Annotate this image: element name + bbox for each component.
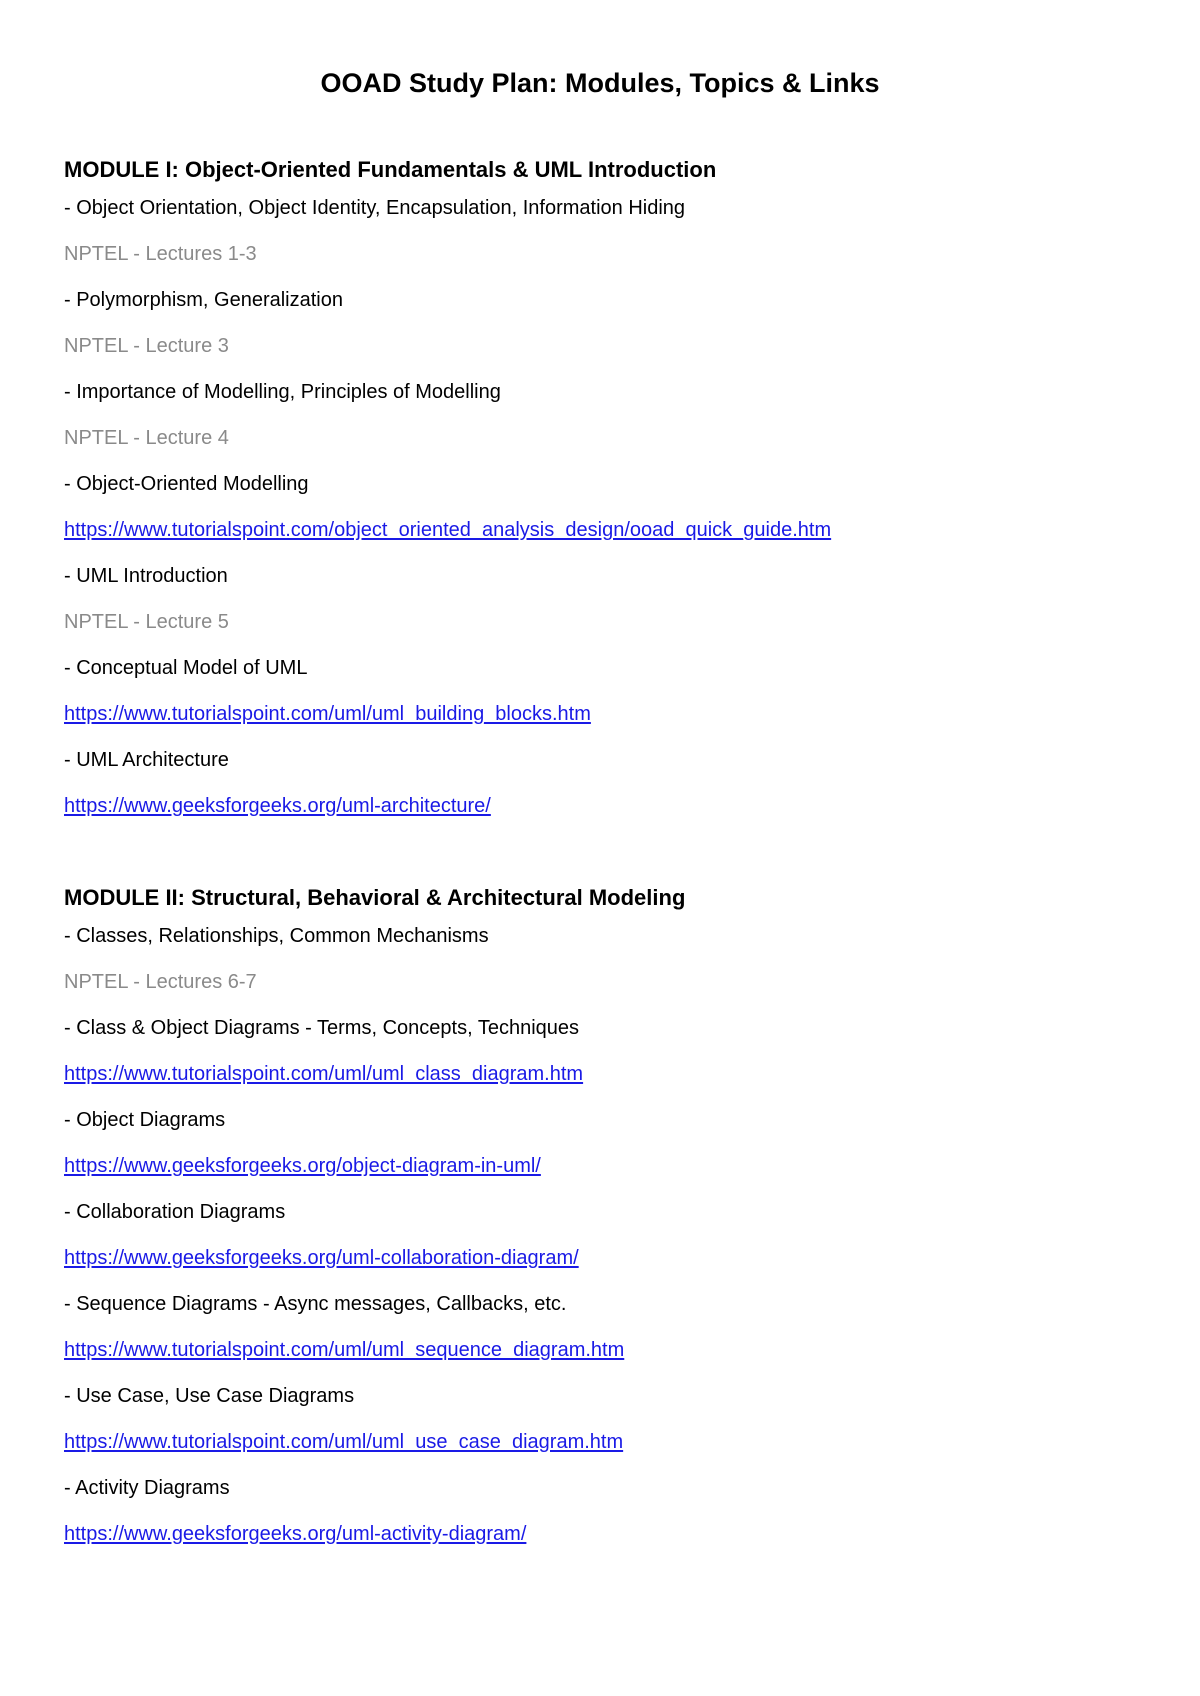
topic-text: - Collaboration Diagrams: [64, 1201, 286, 1223]
topic-list: [64, 196, 1144, 818]
topic-text: - Polymorphism, Generalization: [64, 289, 343, 311]
resource-line: [64, 334, 1144, 358]
topic-text: - Activity Diagrams: [64, 1477, 230, 1499]
lecture-reference: NPTEL - Lecture 5: [64, 611, 229, 633]
resource-link[interactable]: https://www.tutorialspoint.com/uml/uml_class_diagram.htm: [64, 1063, 584, 1085]
topic-text: - Conceptual Model of UML: [64, 657, 308, 679]
module-heading: MODULE I: Object-Oriented Fundamentals & UML Introduction: [64, 157, 717, 182]
topic-text: - Sequence Diagrams - Async messages, Callbacks, etc.: [64, 1293, 567, 1315]
topic-entry: [64, 1476, 1144, 1546]
resource-line: [64, 242, 1144, 266]
resource-line: [64, 1062, 1144, 1086]
module-heading: MODULE II: Structural, Behavioral & Architectural Modeling: [64, 885, 686, 910]
module-section: [64, 156, 1144, 840]
resource-line: [64, 1154, 1144, 1178]
lecture-reference: NPTEL - Lecture 3: [64, 335, 229, 357]
resource-line: [64, 1246, 1144, 1270]
document-title: OOAD Study Plan: Modules, Topics & Links: [320, 68, 880, 98]
resource-link[interactable]: https://www.geeksforgeeks.org/uml-architecture/: [64, 795, 491, 817]
resource-line: [64, 702, 1144, 726]
resource-link[interactable]: https://www.tutorialspoint.com/object_oriented_analysis_design/ooad_quick_guide.htm: [64, 519, 832, 541]
topic-text: - Classes, Relationships, Common Mechanisms: [64, 925, 489, 947]
topic-text: - UML Introduction: [64, 565, 228, 587]
resource-link[interactable]: https://www.geeksforgeeks.org/uml-collaboration-diagram/: [64, 1247, 579, 1269]
resource-line: [64, 1522, 1144, 1546]
topic-entry: [64, 1200, 1144, 1270]
topic-text: - Object Orientation, Object Identity, Encapsulation, Information Hiding: [64, 197, 686, 219]
topic-entry: [64, 924, 1144, 994]
resource-line: [64, 518, 1144, 542]
lecture-reference: NPTEL - Lectures 1-3: [64, 243, 257, 265]
topic-entry: [64, 656, 1144, 726]
topic-entry: [64, 1108, 1144, 1178]
module-section: [64, 884, 1144, 1568]
topic-entry: [64, 1384, 1144, 1454]
topic-text: - Object-Oriented Modelling: [64, 473, 309, 495]
resource-link[interactable]: https://www.tutorialspoint.com/uml/uml_sequence_diagram.htm: [64, 1339, 625, 1361]
topic-list: [64, 924, 1144, 1546]
resource-line: [64, 610, 1144, 634]
topic-entry: [64, 380, 1144, 450]
resource-link[interactable]: https://www.tutorialspoint.com/uml/uml_use_case_diagram.htm: [64, 1431, 624, 1453]
resource-line: [64, 970, 1144, 994]
resource-line: [64, 794, 1144, 818]
topic-entry: [64, 564, 1144, 634]
resource-link[interactable]: https://www.tutorialspoint.com/uml/uml_building_blocks.htm: [64, 703, 591, 725]
resource-link[interactable]: https://www.geeksforgeeks.org/uml-activity-diagram/: [64, 1523, 527, 1545]
topic-text: - Class & Object Diagrams - Terms, Concepts, Techniques: [64, 1017, 580, 1039]
topic-entry: [64, 748, 1144, 818]
topic-entry: [64, 288, 1144, 358]
resource-line: [64, 426, 1144, 450]
resource-line: [64, 1430, 1144, 1454]
topic-text: - Importance of Modelling, Principles of Modelling: [64, 381, 501, 403]
lecture-reference: NPTEL - Lecture 4: [64, 427, 229, 449]
topic-entry: [64, 472, 1144, 542]
topic-text: - UML Architecture: [64, 749, 229, 771]
topic-entry: [64, 1292, 1144, 1362]
topic-entry: [64, 1016, 1144, 1086]
topic-entry: [64, 196, 1144, 266]
lecture-reference: NPTEL - Lectures 6-7: [64, 971, 257, 993]
topic-text: - Use Case, Use Case Diagrams: [64, 1385, 355, 1407]
topic-text: - Object Diagrams: [64, 1109, 226, 1131]
resource-line: [64, 1338, 1144, 1362]
resource-link[interactable]: https://www.geeksforgeeks.org/object-diagram-in-uml/: [64, 1155, 541, 1177]
